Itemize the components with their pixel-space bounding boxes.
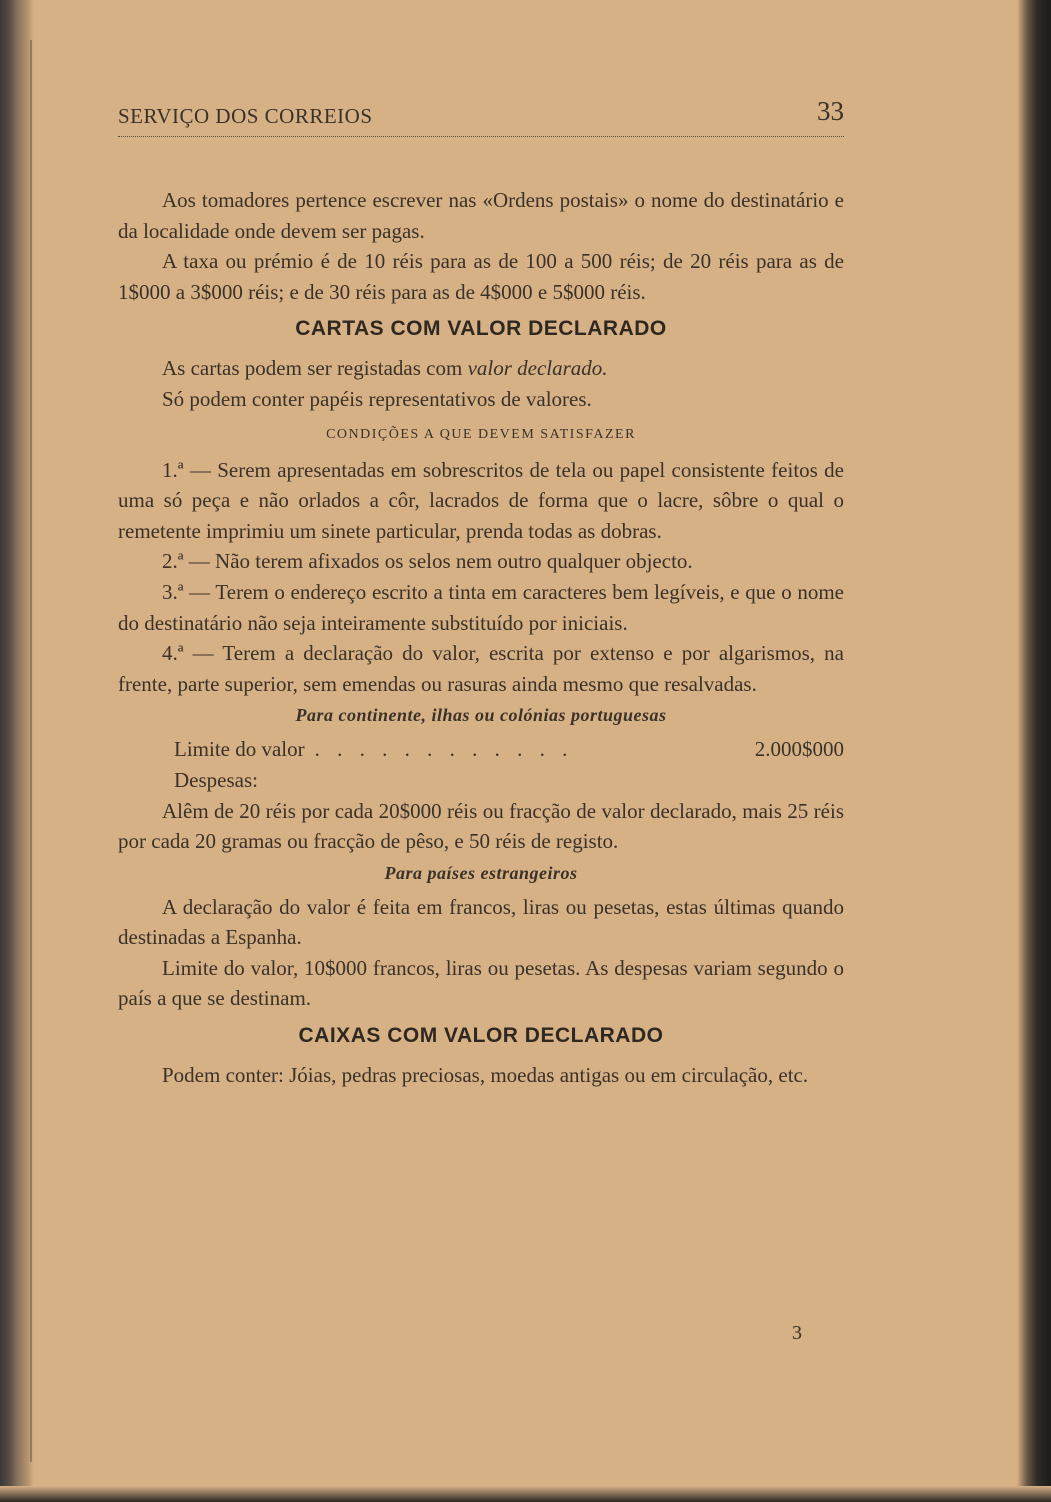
limit-row <box>118 734 844 765</box>
estrangeiros-heading: Para países estrangeiros <box>384 862 578 883</box>
cartas-p1-text: As cartas podem ser registadas com <box>162 356 468 381</box>
intro-paragraph-1: Aos tomadores pertence escrever nas «Ordens postais» o nome do destinatário e da localidade onde devem ser pagas. <box>118 188 844 243</box>
condition-item-2: 2.ª — Não terem afixados os selos nem outro qualquer objecto. <box>162 549 693 574</box>
condition-item-4: 4.ª — Terem a declaração do valor, escrita por extenso e por algarismos, na frente, parte superior, sem emendas ou rasuras ainda mesmo que resalvadas. <box>118 641 844 696</box>
limit-value: 2.000$000 <box>754 737 844 762</box>
section-heading-cartas: CARTAS COM VALOR DECLARADO <box>295 317 667 341</box>
intro-paragraph-2: A taxa ou prémio é de 10 réis para as de 100 a 500 réis; de 20 réis para as de 1$000 a 3$000 réis; e de 30 réis para as de 4$000 e 5$000 réis. <box>118 249 844 304</box>
page-right-edge <box>1017 0 1051 1502</box>
page-number: 33 <box>817 96 844 126</box>
despesas-text: Alêm de 20 réis por cada 20$000 réis ou fracção de valor declarado, mais 25 réis por cada 20 gramas ou fracção de pêso, e 50 réis de registo. <box>118 798 844 854</box>
cartas-p1-emphasis: valor declarado. <box>467 356 608 381</box>
condition-item-3: 3.ª — Terem o endereço escrito a tinta em caracteres bem legíveis, e que o nome do destinatário não seja inteiramente substituído por iniciais. <box>118 579 844 635</box>
binding-line <box>30 40 32 1462</box>
signature-mark: 3 <box>792 1322 802 1344</box>
condition-item-1: 1.ª — Serem apresentadas em sobrescritos de tela ou papel consistente feitos de uma só peça e não orlados a côr, lacrados de forma que o lacre, sôbre o qual o remetente imprimiu um sinete particular, prenda todas as dobras. <box>118 457 844 543</box>
running-title: SERVIÇO DOS CORREIOS <box>118 104 373 128</box>
limit-label: Limite do valor <box>174 737 305 762</box>
conditions-heading: CONDIÇÕES A QUE DEVEM SATISFAZER <box>326 426 636 442</box>
estrangeiros-paragraph-1: A declaração do valor é feita em francos, liras ou pesetas, estas últimas quando destinadas a Espanha. <box>118 894 844 950</box>
estrangeiros-paragraph-2: Limite do valor, 10$000 francos, liras ou pesetas. As despesas variam segundo o país a que se destinam. <box>118 955 844 1011</box>
continente-heading: Para continente, ilhas ou colónias portuguesas <box>295 705 667 726</box>
page-content <box>118 96 844 1091</box>
book-spine <box>0 0 34 1502</box>
cartas-paragraph-2: Só podem conter papéis representativos de valores. <box>162 386 592 411</box>
page-bottom-edge <box>0 1486 1051 1502</box>
running-header <box>118 96 844 137</box>
cartas-paragraph-1 <box>118 353 844 384</box>
caixas-paragraph-1: Podem conter: Jóias, pedras preciosas, moedas antigas ou em circulação, etc. <box>162 1063 809 1088</box>
despesas-label: Despesas: <box>174 767 258 792</box>
limit-leader-dots: . . . . . . . . . . . . <box>314 737 574 762</box>
section-heading-caixas: CAIXAS COM VALOR DECLARADO <box>298 1024 664 1048</box>
